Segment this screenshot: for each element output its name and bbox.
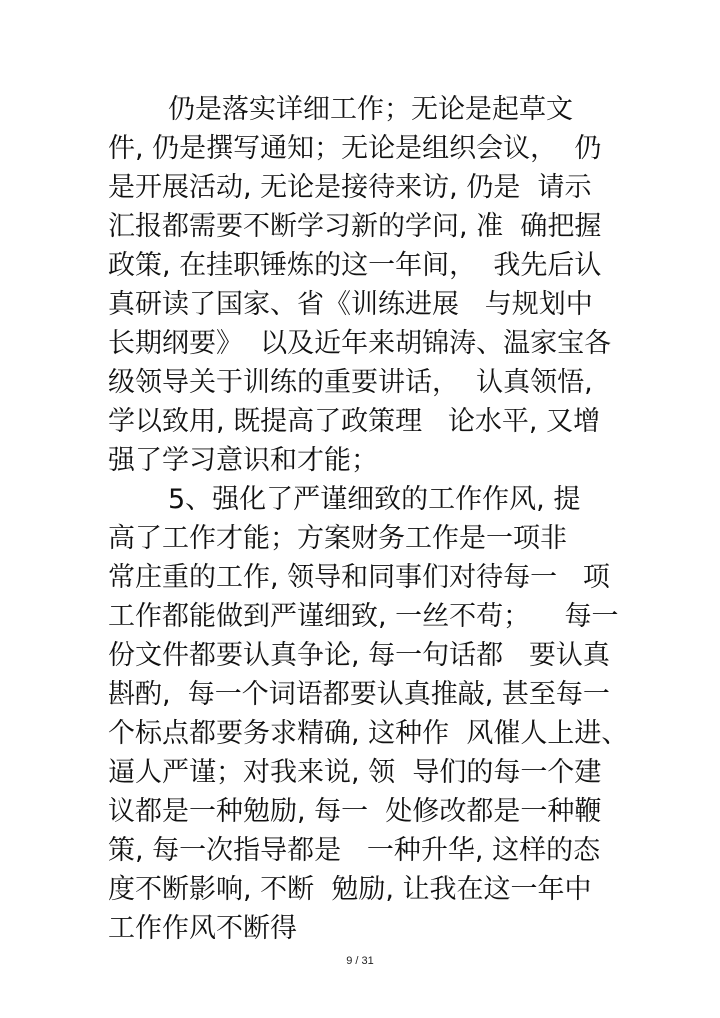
text-line: 是开展活动, 无论是接待来访, 仍是 请示 (108, 172, 592, 203)
text-line: 高了工作才能；方案财务工作是一项非 (108, 523, 567, 554)
text-line: 度不断影响, 不断 勉励, 让我在这一年中 (108, 874, 592, 905)
text-line: 常庄重的工作, 领导和同事们对待每一 项 (108, 562, 610, 593)
section-heading-line: 5、强化了严谨细致的工作作风, 提 (168, 484, 581, 515)
text-line: 真研读了国家、省《训练进展 与规划中 (108, 289, 593, 320)
text-line: 强了学习意识和才能； (108, 445, 378, 476)
text-line: 级领导关于训练的重要讲话， 认真领悟, (108, 367, 593, 398)
text-line: 件, 仍是撰写通知；无论是组织会议， 仍 (108, 133, 602, 164)
page-number: 9 / 31 (346, 955, 374, 967)
text-line: 份文件都要认真争论, 每一句话都 要认真 (108, 640, 610, 671)
text-line: 长期纲要》 以及近年来胡锦涛、温家宝各 (108, 328, 612, 359)
text-line: 政策, 在挂职锤炼的这一年间， 我先后认 (108, 250, 602, 281)
text-line: 策, 每一次指导都是 一种升华, 这样的态 (108, 835, 601, 866)
text-line: 逼人严谨；对我来说, 领 导们的每一个建 (108, 757, 602, 788)
text-line: 学以致用, 既提高了政策理 论水平, 又增 (108, 406, 601, 437)
text-line: 汇报都需要不断学习新的学问, 准 确把握 (108, 211, 602, 242)
text-line: 仍是落实详细工作；无论是起草文 (168, 94, 573, 125)
text-line: 斟酌, 每一个词语都要认真推敲, 甚至每一 (108, 679, 610, 710)
text-line: 个标点都要务求精确, 这种作 风催人上进、 (108, 718, 629, 749)
text-line: 工作作风不断得 (108, 913, 297, 944)
text-line: 议都是一种勉励, 每一 处修改都是一种鞭 (108, 796, 602, 827)
text-line: 工作都能做到严谨细致, 一丝不苟； 每一 (108, 601, 619, 632)
